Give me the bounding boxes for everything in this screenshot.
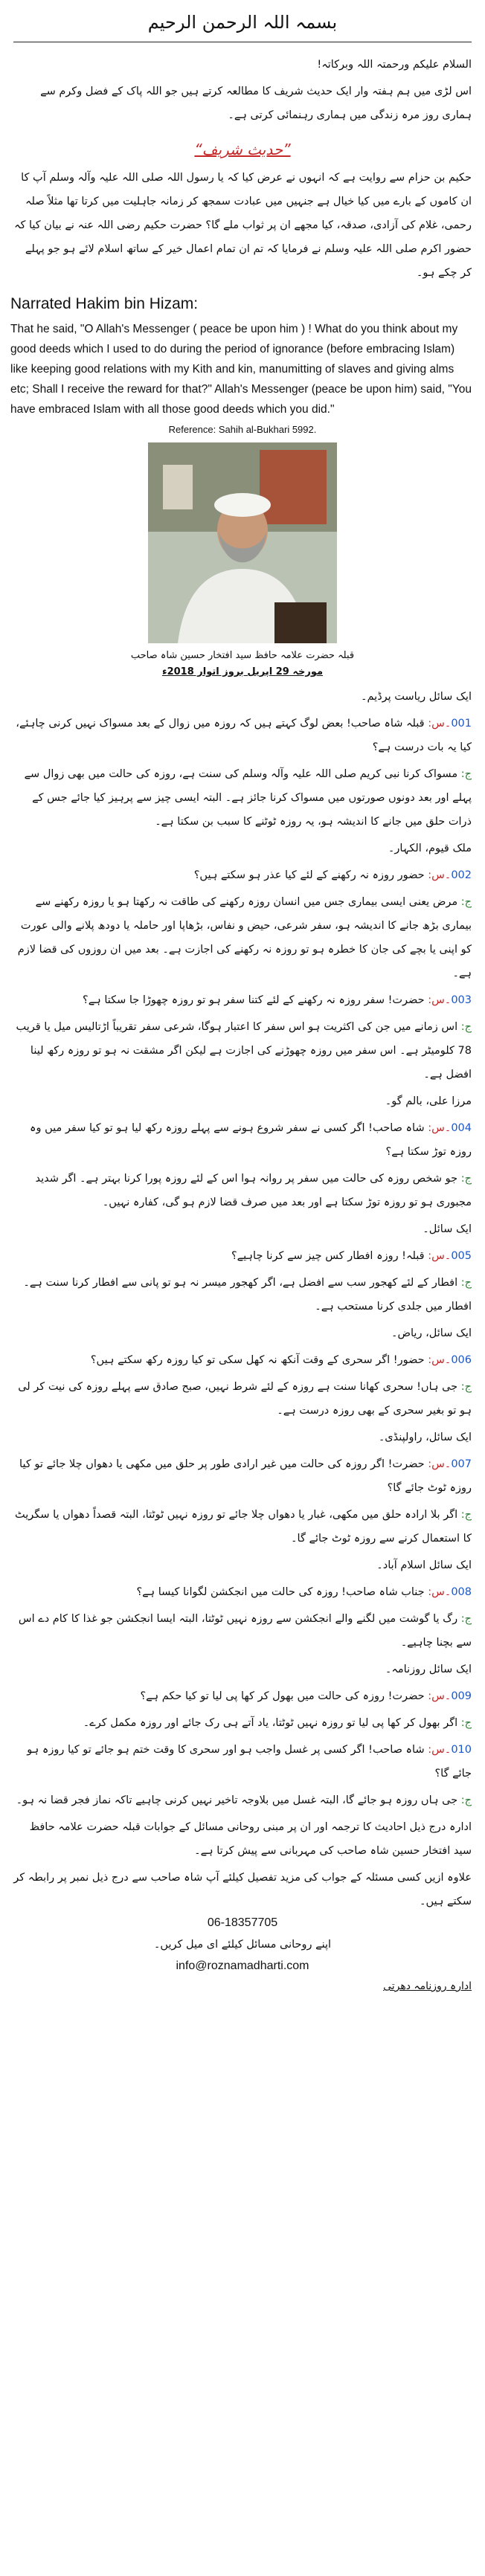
reference: Reference: Sahih al-Bukhari 5992. (168, 424, 317, 435)
signoff: ادارہ روزنامہ دھرتی (383, 1980, 472, 1992)
qa-number: 009 (451, 1690, 472, 1702)
page (0, 7, 485, 1992)
qa-question (13, 1116, 472, 1164)
qa-question-mark: ۔س: (424, 1744, 452, 1756)
contact-text: علاوہ ازیں کسی مسئلہ کے جواب کی مزید تفصیل کیلئے آپ شاہ صاحب سے درج ذیل نمبر پر رابطہ کر سکتے ہیں۔ (13, 1872, 472, 1907)
qa-number: 008 (451, 1586, 472, 1598)
qa-number: 001 (451, 718, 472, 730)
qa-answer-mark: ج: (457, 1021, 472, 1033)
email-label: اپنے روحانی مسائل کیلئے ای میل کریں۔ (153, 1939, 332, 1951)
qa-asker: ایک سائل، راولپنڈی۔ (378, 1432, 472, 1443)
qa-answer-mark: ج: (457, 1509, 472, 1521)
phone-number: 06-18357705 (207, 1916, 278, 1929)
qa-question (13, 988, 472, 1012)
qa-asker: ایک سائل۔ (423, 1223, 472, 1235)
qa-question-mark: ۔س: (424, 994, 452, 1006)
email-address[interactable]: info@roznamadharti.com (176, 1960, 309, 1972)
qa-answer-mark: ج: (457, 1794, 472, 1806)
urdu-hadith-text: حکیم بن حزام سے روایت ہے کہ انہوں نے عرض کیا کہ یا رسول اللہ صلی اللہ علیہ وآلہ وسلم آپ کا ان کاموں کے بارے میں کیا خیال ہے جنہیں میں عبادت سمجھ کر زمانہ جاہلیت میں کرتا تھا مثلاً صلہ رحمی، غلام کی آزادی، صدقہ، کیا مجھے ان پر ثواب ملے گا؟ حضرت حکیم رضی اللہ عنہ نے بیان کیا کہ حضور اکرم صلی اللہ علیہ وسلم نے فرمایا کہ تم ان تمام اعمال خیر کے ساتھ اسلام لائے ہو جو پہلے کر چکے ہو۔ (13, 172, 472, 279)
urdu-hadith (13, 166, 472, 285)
qa-answer (13, 1607, 472, 1655)
qa-question-text: حضور! اگر سحری کے وقت آنکھ نہ کھل سکی تو کیا روزہ رکھ سکتے ہیں؟ (90, 1354, 425, 1366)
qa-question (13, 1580, 472, 1604)
qa-asker: ایک سائل اسلام آباد۔ (376, 1559, 472, 1571)
qa-answer-text: افطار کے لئے کھجور سب سے افضل ہے، اگر کھجور میسر نہ ہو تو پانی سے افطار کرنا سنت ہے۔ افطار میں جلدی کرنا مستحب ہے۔ (23, 1277, 472, 1313)
qa-question-text: حضور روزہ نہ رکھنے کے لئے کیا عذر ہو سکتے ہیں؟ (193, 869, 425, 881)
bismillah-header: بسمہ اللہ الرحمن الرحیم (147, 12, 338, 33)
qa-question (13, 1244, 472, 1268)
qa-question-mark: ۔س: (424, 1250, 452, 1262)
qa-number: 002 (451, 869, 472, 881)
photo-caption (0, 648, 485, 680)
qa-answer-text: اگر بھول کر کھا پی لیا تو روزہ نہیں ٹوٹتا، یاد آتے ہی رک جائے اور روزہ مکمل کرے۔ (83, 1717, 458, 1729)
english-hadith (10, 295, 475, 419)
qa-answer (13, 1711, 472, 1735)
date-line: مورخہ 29 اپریل بروز اتوار 2018ء (161, 666, 324, 677)
qa-question-mark: ۔س: (424, 869, 452, 881)
qa-question-mark: ۔س: (424, 1586, 452, 1598)
qa-answer-mark: ج: (457, 1613, 472, 1625)
qa-question-text: حضرت! اگر روزہ کی حالت میں غیر ارادی طور پر حلق میں مکھی یا دھواں چلا جائے تو کیا روزہ ٹوٹ جائے گا؟ (19, 1458, 472, 1494)
qa-answer-text: اس زمانے میں جن کی اکثریت ہو اس سفر کا اعتبار ہوگا، شرعی سفر تقریباً اڑتالیس میل یا قریب 78 کلومیٹر ہے۔ اس سفر میں روزہ چھوڑنے کی اجازت ہے لیکن اگر مشقت نہ ہو تو روزہ رکھ لینا افضل ہے۔ (16, 1021, 472, 1081)
qa-number: 004 (451, 1122, 472, 1134)
qa-list (13, 685, 472, 1812)
qa-answer (13, 1788, 472, 1812)
qa-answer-mark: ج: (457, 1173, 472, 1185)
qa-answer-text: رگ یا گوشت میں لگنے والے انجکشن سے روزہ نہیں ٹوٹتا، البتہ ایسا انجکشن جو غذا کا کام دے اس سے بچنا چاہیے۔ (18, 1613, 472, 1649)
qa-number: 005 (451, 1250, 472, 1262)
qa-number: 003 (451, 994, 472, 1006)
qa-answer-text: مرض یعنی ایسی بیماری جس میں انسان روزہ رکھنے کی طاقت نہ رکھتا ہو یا روزہ رکھنے سے بیماری بڑھ جانے کا اندیشہ ہو، سفر شرعی، حیض و نفاس، بڑھاپا اور حاملہ یا دودھ پلانے والی عورت کو اپنی یا بچے کی جان کا خطرہ ہو تو روزہ نہ رکھنے کی اجازت ہے۔ بعد میں ان روزوں کی قضا لازم ہے۔ (17, 896, 472, 979)
qa-answer-mark: ج: (457, 1381, 472, 1393)
qa-answer (13, 890, 472, 985)
qa-asker: مرزا علی، بالم گو۔ (385, 1095, 472, 1107)
qa-answer-mark: ج: (457, 1717, 472, 1729)
qa-question (13, 1738, 472, 1786)
section-title: ”حدیث شریف“ (194, 141, 291, 158)
qa-question-text: شاہ صاحب! اگر کسی نے سفر شروع ہونے سے پہلے روزہ رکھ لیا ہو تو کیا سفر میں وہ روزہ توڑ سکتا ہے؟ (30, 1122, 472, 1158)
qa-answer-text: جی ہاں! سحری کھانا سنت ہے روزہ کے لئے شرط نہیں، صبح صادق سے پہلے روزہ کی نیت کر لی ہو تو بغیر سحری کے بھی روزہ درست ہے۔ (18, 1381, 472, 1417)
qa-asker: ایک سائل ریاست پرڈیم۔ (361, 691, 472, 703)
qa-question-text: حضرت! روزہ کی حالت میں بھول کر کھا پی لیا تو کیا حکم ہے؟ (140, 1690, 425, 1702)
qa-answer-text: جی ہاں روزہ ہو جائے گا، البتہ غسل میں بلاوجہ تاخیر نہیں کرنی چاہیے تاکہ نماز فجر قضا نہ ہو۔ (16, 1794, 458, 1806)
qa-question-mark: ۔س: (424, 1354, 452, 1366)
qa-asker: ایک سائل روزنامہ۔ (385, 1664, 472, 1675)
qa-question (13, 1348, 472, 1372)
qa-answer-mark: ج: (457, 1277, 472, 1289)
qa-question (13, 1684, 472, 1708)
qa-question-mark: ۔س: (424, 1458, 452, 1470)
qa-number: 007 (451, 1458, 472, 1470)
qa-number: 006 (451, 1354, 472, 1366)
qa-question-mark: ۔س: (424, 1122, 452, 1134)
qa-asker: ایک سائل، ریاض۔ (391, 1327, 472, 1339)
qa-answer (13, 1503, 472, 1551)
qa-asker: ملک قیوم، الکہار۔ (388, 843, 472, 854)
qa-answer (13, 1167, 472, 1214)
qa-number: 010 (451, 1744, 472, 1756)
salutation: السلام علیکم ورحمتہ اللہ وبرکاتہ! (317, 59, 472, 71)
qa-answer-text: مسواک کرنا نبی کریم صلی اللہ علیہ وآلہ وسلم کی سنت ہے، روزہ کی حالت میں بھی زوال سے پہلے اور بعد دونوں صورتوں میں مسواک کرنا جائز ہے۔ البتہ ایسی چیز سے پرہیز کیا جائے جس کے ذرات حلق میں جانے کا اندیشہ ہو، یہ روزہ ٹوٹنے کا سبب بن سکتا ہے۔ (24, 768, 472, 828)
qa-answer (13, 1271, 472, 1318)
qa-question-mark: ۔س: (424, 718, 452, 730)
qa-question (13, 712, 472, 759)
qa-answer-text: اگر بلا ارادہ حلق میں مکھی، غبار یا دھواں چلا جائے تو روزہ نہیں ٹوٹتا، البتہ قصداً دھواں یا سگریٹ کا استعمال کرنے سے روزہ ٹوٹ جائے گا۔ (15, 1509, 472, 1545)
qa-answer (13, 762, 472, 834)
scholar-name: قبلہ حضرت علامہ حافظ سید افتخار حسین شاہ صاحب (130, 650, 355, 661)
qa-answer (13, 1015, 472, 1086)
qa-answer-mark: ج: (457, 768, 472, 780)
qa-answer-mark: ج: (457, 896, 472, 908)
qa-answer-text: جو شخص روزہ کی حالت میں سفر پر روانہ ہوا اس کے لئے روزہ پورا کرنا بہتر ہے۔ اگر شدید مجبوری ہو تو روزہ توڑ سکتا ہے اور بعد میں صرف قضا لازم ہو گی، کفارہ نہیں۔ (35, 1173, 472, 1208)
qa-question-text: قبلہ! روزہ افطار کس چیز سے کرنا چاہیے؟ (231, 1250, 425, 1262)
qa-question-mark: ۔س: (424, 1690, 452, 1702)
intro-text: اس لڑی میں ہم ہفتہ وار ایک حدیث شریف کا مطالعہ کرتے ہیں جو اللہ پاک کے فضل وکرم سے ہماری روز مرہ زندگی میں ہماری رہنمائی کرتی ہے۔ (40, 86, 472, 121)
qa-question-text: جناب شاہ صاحب! روزہ کی حالت میں انجکشن لگوانا کیسا ہے؟ (136, 1586, 425, 1598)
qa-question (13, 1452, 472, 1500)
scholar-photo (148, 442, 337, 643)
english-heading: Narrated Hakim bin Hizam: (10, 295, 199, 312)
closing-block (13, 1815, 472, 1913)
qa-answer (13, 1375, 472, 1423)
qa-question (13, 863, 472, 887)
intro-block (13, 53, 472, 127)
english-text: That he said, "O Allah's Messenger ( peace be upon him ) ! What do you think about my good deeds which I used to do during the period of ignorance (before embracing Islam) like keeping good relations with my Kith and kin, manumitting of slaves and giving alms etc; Shall I receive the reward for that?" Allah's Messenger (peace be upon him) said, "You have embraced Islam with all those good deeds which you did." (10, 323, 472, 416)
qa-question-text: قبلہ شاہ صاحب! بعض لوگ کہتے ہیں کہ روزہ میں زوال کے بعد مسواک نہیں کرنی چاہئے، کیا یہ بات درست ہے؟ (16, 718, 472, 753)
qa-question-text: شاہ صاحب! اگر کسی پر غسل واجب ہو اور سحری کا وقت ختم ہو جائے تو کیا روزہ ہو جائے گا؟ (27, 1744, 472, 1780)
closing-text: ادارہ درج ذیل احادیث کا ترجمہ اور ان پر مبنی روحانی مسائل کے جوابات قبلہ حضرت علامہ حافظ سید افتخار حسین شاہ صاحب کی مہربانی سے پیش کرتا ہے۔ (29, 1821, 472, 1857)
qa-question-text: حضرت! سفر روزہ نہ رکھنے کے لئے کتنا سفر ہو تو روزہ چھوڑا جا سکتا ہے؟ (83, 994, 425, 1006)
